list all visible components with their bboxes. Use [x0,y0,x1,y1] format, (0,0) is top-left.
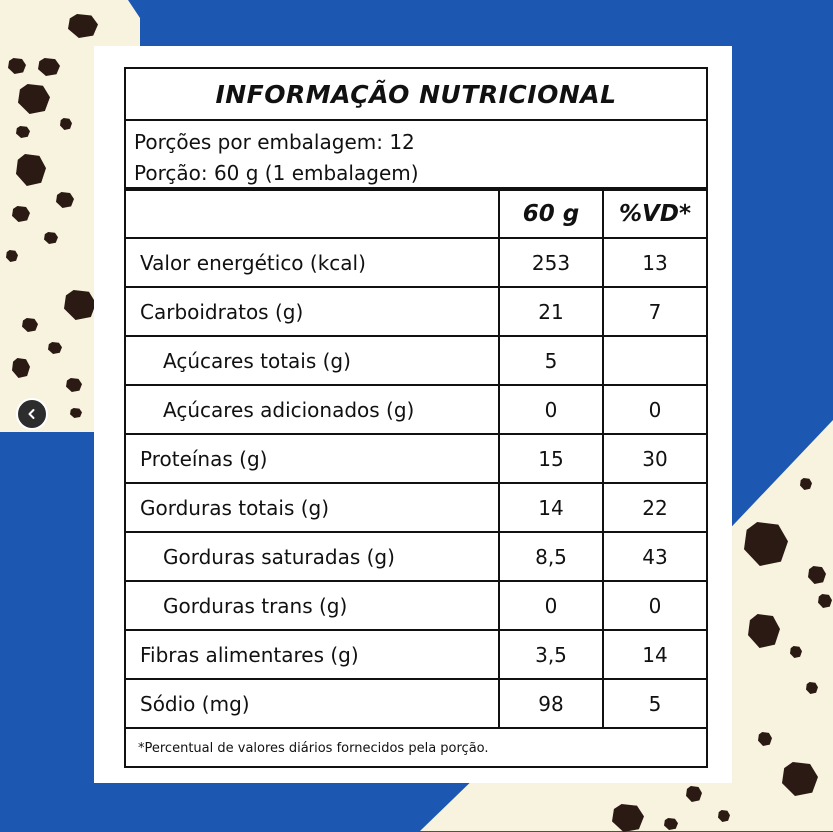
table-title: INFORMAÇÃO NUTRICIONAL [215,79,617,109]
nutrient-dv: 14 [602,631,706,680]
column-header-amount: 60 g [498,191,602,239]
chocolate-chip [64,290,96,320]
nutrient-name: Valor energético (kcal) [126,239,498,288]
nutrient-dv: 5 [602,680,706,729]
nutrient-name: Proteínas (g) [126,435,498,484]
nutrient-amount: 0 [498,386,602,435]
chocolate-chip [68,14,98,38]
chocolate-chip [56,192,74,208]
chocolate-chip [44,232,58,244]
nutrient-amount: 98 [498,680,602,729]
nutrient-amount: 8,5 [498,533,602,582]
nutrient-amount: 15 [498,435,602,484]
column-header-dv: %VD* [602,191,706,239]
nutrient-amount: 0 [498,582,602,631]
chocolate-chip [66,378,82,392]
nutrient-name: Carboidratos (g) [126,288,498,337]
chocolate-chip [12,358,30,378]
nutrient-dv: 30 [602,435,706,484]
serving-size: Porção: 60 g (1 embalagem) [134,161,419,185]
nutrient-amount: 3,5 [498,631,602,680]
nutrient-name: Fibras alimentares (g) [126,631,498,680]
chocolate-chip [16,126,30,138]
nutrient-name: Açúcares totais (g) [126,337,498,386]
chocolate-chip [22,318,38,332]
footnote: *Percentual de valores diários fornecidos pela porção. [138,740,489,756]
nutrient-dv: 22 [602,484,706,533]
chocolate-chip [48,342,62,354]
nutrient-amount: 14 [498,484,602,533]
nutrient-dv [602,337,706,386]
nutrient-amount: 253 [498,239,602,288]
chocolate-chip [38,58,60,76]
title-row [126,69,706,121]
nutrient-name: Açúcares adicionados (g) [126,386,498,435]
chocolate-chip [12,206,30,222]
servings-per-package: Porções por embalagem: 12 [134,130,415,154]
nutrient-amount: 21 [498,288,602,337]
header-blank [126,191,498,239]
chevron-left-icon [26,408,38,420]
nutrient-name: Gorduras totais (g) [126,484,498,533]
nutrient-dv: 43 [602,533,706,582]
chocolate-chip [16,154,46,186]
nutrient-dv: 0 [602,386,706,435]
nutrient-grid [126,191,706,729]
nutrient-dv: 7 [602,288,706,337]
nutrient-name: Gorduras saturadas (g) [126,533,498,582]
back-button[interactable] [16,398,48,430]
nutrient-name: Sódio (mg) [126,680,498,729]
chocolate-chip [60,118,72,130]
chocolate-chip [6,250,18,262]
nutrient-name: Gorduras trans (g) [126,582,498,631]
chocolate-chip [70,408,82,418]
nutrient-amount: 5 [498,337,602,386]
servings-info [126,121,706,191]
chocolate-chip [18,84,50,114]
chocolate-chip [8,58,26,74]
nutrient-dv: 13 [602,239,706,288]
nutrient-dv: 0 [602,582,706,631]
nutrition-facts-table [124,67,708,768]
